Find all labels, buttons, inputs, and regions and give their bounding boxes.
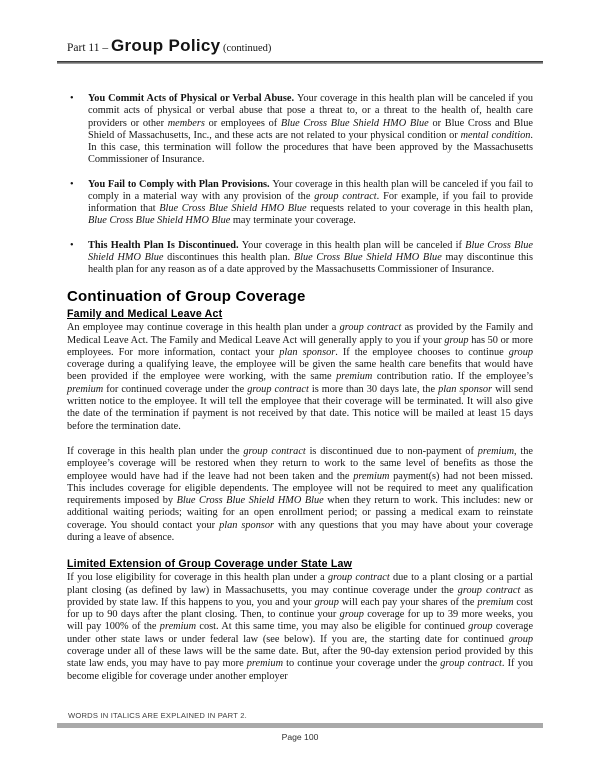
text-run: coverage during a qualifying leave, the employee will be given the same health care benefits that would have been provided if the employee were working, with the same xyxy=(67,359,533,383)
italic-defined-term: premium xyxy=(336,371,373,383)
text-run: requests related to your coverage in this health plan, xyxy=(306,203,534,214)
text-run: may discontinue this health plan for any reason as of a date approved by the Massachusetts Commissioner of Insurance. xyxy=(88,251,533,275)
bullet-icon: • xyxy=(70,178,74,190)
italic-defined-term: premium xyxy=(477,596,514,608)
text-run: If coverage in this health plan under the xyxy=(67,445,244,457)
italic-defined-term: group contract xyxy=(247,383,309,395)
text-run: Your coverage in this health plan will be canceled if xyxy=(241,239,466,251)
header-line xyxy=(67,36,533,59)
italic-defined-term: Blue Cross Blue Shield HMO Blue xyxy=(88,215,231,227)
list-item xyxy=(67,93,533,167)
italic-defined-term: premium xyxy=(477,445,515,457)
italic-defined-term: Blue Cross Blue Shield HMO Blue xyxy=(293,251,442,263)
text-run: with any questions that you may have about your coverage during a leave of absence. xyxy=(67,519,533,543)
subsection-heading-fmla: Family and Medical Leave Act xyxy=(67,308,223,321)
text-run: has 50 or more employees. For more information, contact your xyxy=(67,334,533,358)
italic-defined-term: group contract xyxy=(314,190,377,202)
footer-bar xyxy=(57,723,543,728)
text-run: is discontinued due to non-payment of xyxy=(305,445,478,457)
text-run: as provided by the Family and Medical Leave Act. The Family and Medical Leave Act will generally apply to you if your xyxy=(67,322,533,346)
italic-defined-term: group xyxy=(508,633,533,645)
list-item xyxy=(67,240,533,277)
italic-defined-term: plan sponsor xyxy=(438,383,493,395)
italic-defined-term: premium xyxy=(353,470,390,482)
text-run: cost. At this same time, you may also be eligible for continued xyxy=(196,621,469,633)
italic-defined-term: group xyxy=(468,621,493,633)
text-run: cost for up to 90 days after the plant closing. Then, to continue your xyxy=(67,596,534,621)
text-run: . For example, if you fail to provide information that xyxy=(88,190,533,214)
bullet-text-comply xyxy=(88,179,533,228)
italic-defined-term: group xyxy=(314,596,339,608)
text-run: contribution ratio. If the employee’s xyxy=(372,371,533,383)
text-run: or Blue Cross and Blue Shield of Massachusetts, Inc., and these acts are not related to your physical condition or xyxy=(88,117,533,141)
text-run: as provided by state law. If this happens to you, you and your xyxy=(67,584,533,608)
bold-lead-in: You Commit Acts of Physical or Verbal Abuse. xyxy=(88,93,298,104)
italic-defined-term: Blue Cross Blue Shield HMO Blue xyxy=(159,203,307,214)
list-item xyxy=(67,179,533,228)
text-run: will each pay your shares of the xyxy=(338,596,478,608)
page-title: Group Policy xyxy=(110,36,221,55)
text-run: Your coverage in this health plan will be canceled if you commit acts of physical or verbal abuse that pose a threat to, or a threat to the health of, health care providers or other xyxy=(88,93,533,129)
text-run: for continued coverage under the xyxy=(103,383,248,395)
text-run: Your coverage in this health plan will be canceled if you fail to comply in a material way with any provision of the xyxy=(88,178,533,202)
bullet-icon: • xyxy=(70,93,74,104)
section-heading-continuation: Continuation of Group Coverage xyxy=(67,288,306,306)
italic-defined-term: group xyxy=(444,334,469,346)
italic-defined-term: Blue Cross Blue Shield HMO Blue xyxy=(176,495,324,507)
paragraph-state-law xyxy=(67,572,533,683)
text-run: is more than 30 days late, the xyxy=(308,383,439,395)
paragraph-fmla-1 xyxy=(67,322,533,433)
text-run: coverage for up to 39 more weeks, you will pay 100% of the xyxy=(67,609,533,633)
subsection-heading-state-law: Limited Extension of Group Coverage under State Law xyxy=(67,558,353,571)
continued-label: (continued) xyxy=(220,43,272,54)
text-run: coverage under other state laws or under federal law (see below). If you are, the starting date for continued xyxy=(67,621,534,645)
italic-defined-term: premium xyxy=(67,383,104,395)
bold-lead-in: You Fail to Comply with Plan Provisions. xyxy=(88,178,273,190)
part-label: Part 11 – xyxy=(67,42,111,54)
paragraph-fmla-2 xyxy=(67,446,533,544)
bold-lead-in: This Health Plan Is Discontinued. xyxy=(88,239,242,251)
italic-defined-term: Blue Cross Blue Shield HMO Blue xyxy=(88,239,534,263)
page-number: Page 100 xyxy=(281,732,319,742)
text-run: discontinues this health plan. xyxy=(163,251,294,263)
text-run: , the employee’s coverage will be restored when they return to work to the same level of benefits as those the employee would have had if the leave had not been taken and the xyxy=(67,445,533,482)
bullet-text-discontinued xyxy=(88,240,533,277)
italic-defined-term: plan sponsor xyxy=(279,346,336,358)
text-run: to continue your coverage under the xyxy=(283,658,441,670)
text-run: due to a plant closing or a partial plant closing (as defined by law) in Massachusetts, you may continue coverage under the xyxy=(67,572,533,596)
italic-defined-term: group contract xyxy=(243,445,306,457)
page-header xyxy=(67,36,533,64)
text-run: . If you become eligible for coverage under another employer xyxy=(67,658,534,682)
bullet-icon: • xyxy=(70,239,74,251)
header-rule xyxy=(57,61,543,64)
italic-defined-term: group contract xyxy=(440,658,502,670)
text-run: . If the employee chooses to continue xyxy=(335,346,509,358)
text-run: may terminate your coverage. xyxy=(230,215,356,227)
termination-reasons-list xyxy=(67,93,533,276)
italic-defined-term: group contract xyxy=(339,322,402,334)
italic-defined-term: group xyxy=(339,609,364,621)
text-run: or employees of xyxy=(204,117,281,129)
italic-defined-term: group xyxy=(508,346,533,358)
text-run: payment(s) had not been missed. This includes coverage for eligible dependents. The employee will not be required to meet any qualification requirements imposed by xyxy=(67,470,533,507)
italic-defined-term: group contract xyxy=(327,572,390,584)
text-run: . In this case, this termination will follow the procedures that have been approved by the Massachusetts Commissioner of Insurance. xyxy=(88,129,533,166)
italic-defined-term: group contract xyxy=(457,584,521,596)
italic-defined-term: premium xyxy=(159,621,197,633)
text-run: when they return to work. This includes: new or additional waiting periods; waiting for an open enrollment period; or passing a medical exam to reinstate coverage. You should contact your xyxy=(67,495,533,531)
italic-defined-term: Blue Cross Blue Shield HMO Blue xyxy=(280,117,429,129)
text-run: coverage under all of these laws will be the same date. But, after the 90-day extension period provided by this state law ends, you may have to pay more xyxy=(67,646,533,670)
italic-defined-term: members xyxy=(167,117,205,129)
italics-note: WORDS IN ITALICS ARE EXPLAINED IN PART 2. xyxy=(68,711,247,720)
text-run: will send written notice to the employee. It will tell the employee that their coverage will be terminated. It will also give the date of the termination if payment is not received by that date. This notice will be mailed at least 15 days before the termination date. xyxy=(67,383,533,432)
text-run: If you lose eligibility for coverage in this health plan under a xyxy=(67,572,328,584)
text-run: An employee may continue coverage in this health plan under a xyxy=(67,322,340,334)
bullet-text-abuse xyxy=(88,93,533,167)
italic-defined-term: premium xyxy=(246,658,284,670)
italic-defined-term: plan sponsor xyxy=(219,519,275,531)
italic-defined-term: mental condition xyxy=(460,129,531,141)
